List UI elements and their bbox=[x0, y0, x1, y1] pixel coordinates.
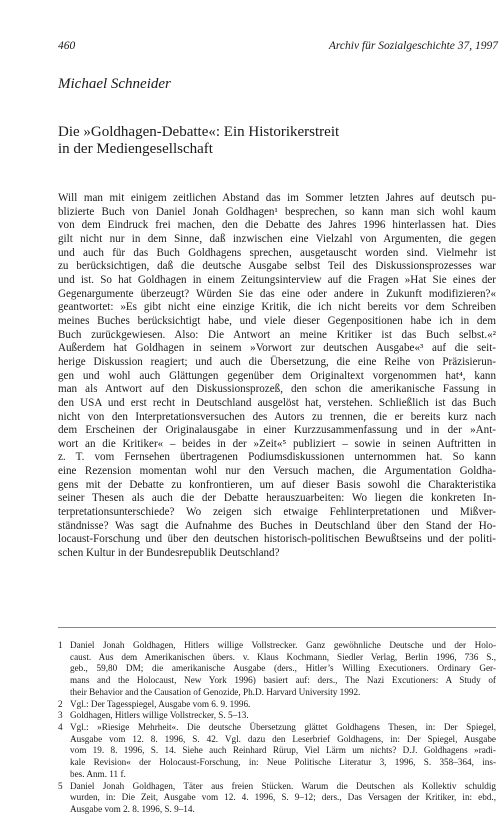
footnote-number: 2 bbox=[58, 698, 63, 709]
body-line: und ist. So hat Goldhagen in einem Zeitungsinterview auf die Fragen »Hat Sie eines der bbox=[58, 273, 496, 286]
footnote-line bbox=[58, 745, 496, 757]
footnote-line bbox=[58, 734, 496, 746]
footnote-text: mans and the Holocaust, New York 1996) basiert auf: ders., The Nazi Excutioners: A Study of bbox=[70, 675, 496, 686]
footnote-text: Daniel Jonah Goldhagen, Täter aus freien Stücken. Warum die Deutschen als Kollektiv schuldig bbox=[70, 780, 496, 791]
body-line: dem Erscheinen der Originalausgabe in einer Kurzzusammenfassung und in der »Ant- bbox=[58, 424, 496, 437]
footnote-line bbox=[58, 687, 496, 699]
footnote-text: vom 19. 8. 1996, S. 14. Siehe auch Reinhard Rürup, Viel Lärm um nichts? D.J. Goldhagens »radi- bbox=[70, 745, 496, 756]
footnote-number: 4 bbox=[58, 722, 63, 733]
footnote-text: Ausgabe vom 12. 8. 1996, S. 42. Vgl. dazu den Leserbrief Goldhagens, in: Der Spiegel, Ausgabe bbox=[70, 733, 496, 744]
article-title bbox=[58, 124, 478, 158]
body-line: schen Kultur in der Bundesrepublik Deutschland? bbox=[58, 547, 280, 560]
footnote-number: 3 bbox=[58, 710, 63, 721]
body-line: zu berücksichtigen, daß die deutsche Ausgabe selbst Teil des Diskussionsprozesses war bbox=[58, 260, 496, 273]
body-line: eine Rezension momentan wohl nur den Versuch machen, die Argumentation Goldha- bbox=[58, 465, 496, 478]
body-line: wort an die Kritiker« – beides in der »Zeit«⁵ publiziert – sowie in seinen Auftritten in bbox=[58, 437, 496, 450]
footnote-text: wurden, in: Die Zeit, Ausgabe vom 12. 4. 1996, S. 9–12; ders., Das Versagen der Kritiker, in: ebd., bbox=[70, 792, 496, 803]
footnote-line bbox=[58, 675, 496, 687]
body-line: Buch zurückgewiesen. Also: Die Antwort an meine Kritiker ist das Buch selbst.«² bbox=[58, 328, 496, 341]
page-number: 460 bbox=[58, 40, 76, 52]
footnote-text: bes. Anm. 11 f. bbox=[70, 768, 126, 779]
footnote-line bbox=[58, 757, 496, 769]
journal-title: Archiv für Sozialgeschichte 37, 1997 bbox=[328, 40, 498, 52]
footnote-line bbox=[58, 781, 496, 793]
footnote-line bbox=[58, 804, 496, 816]
body-line: gilt nicht nur in dem Sinne, daß inzwischen eine Vielzahl von Argumenten, die gegen bbox=[58, 232, 496, 245]
body-line: von dem Eindruck frei machen, den die Debatte des Jahres 1996 hinterlassen hat. Dies bbox=[58, 219, 496, 232]
body-line: terpretationsunterschiede? Wo zeigen sich etwaige Fehlinterpretationen und Mißver- bbox=[58, 506, 496, 519]
footnotes bbox=[58, 640, 496, 816]
footnote-text: Ausgabe vom 2. 8. 1996, S. 9–14. bbox=[70, 804, 195, 815]
body-line: meines Buches berücksichtigt habe, und viele dieser Gegenpositionen habe ich in dem bbox=[58, 314, 496, 327]
body-line: ständnisse? Was sagt die Aufnahme des Buches in Deutschland über den Stand der Ho- bbox=[58, 519, 496, 532]
footnote-rule bbox=[58, 627, 496, 628]
body-text bbox=[58, 192, 496, 561]
footnote-text: caust. Aus dem Amerikanischen übers. v. Klaus Kochmann, Siedler Verlag, Berlin 1996, 736 S., bbox=[70, 651, 496, 662]
footnote-line bbox=[58, 792, 496, 804]
title-line: in der Mediengesellschaft bbox=[58, 141, 213, 157]
body-line: gens mit der Debatte zu konfrontieren, um auf dieser Basis sowohl die Charakteristika bbox=[58, 478, 496, 491]
body-line: locaust-Forschung und über den deutschen historisch-politischen Bewußtseins und der politi- bbox=[58, 533, 496, 546]
body-line: geantwortet: »Es gibt nicht eine einzige Kritik, die ich nicht bereits vor dem Schreiben bbox=[58, 301, 496, 314]
article-author: Michael Schneider bbox=[58, 76, 171, 92]
footnote-text: Vgl.: Der Tagesspiegel, Ausgabe vom 6. 9. 1996. bbox=[70, 698, 251, 709]
body-line: herige Diskussion reagiert; und auch die Übersetzung, die eine Reihe von Präzisierun- bbox=[58, 355, 496, 368]
footnote-line bbox=[58, 699, 496, 711]
footnote-line bbox=[58, 640, 496, 652]
body-line: gen und wohl auch Glättungen gegenüber dem Originaltext vorgenommen hat⁴, kann bbox=[58, 369, 496, 382]
body-line: z. T. vom Fernsehen übertragenen Podiumsdiskussionen unternommen hat. So kann bbox=[58, 451, 496, 464]
footnote-number: 5 bbox=[58, 780, 63, 791]
footnote-line bbox=[58, 663, 496, 675]
footnote-line bbox=[58, 710, 496, 722]
footnote-text: geb., 59,80 DM; die amerikanische Ausgabe (ders., Hitler’s Willing Executioners. Ordinary Ger- bbox=[70, 663, 496, 674]
body-line: blizierte Buch von Daniel Jonah Goldhagen¹ besprechen, so kann man sich wohl kaum bbox=[58, 205, 496, 218]
footnote-number: 1 bbox=[58, 640, 63, 650]
body-line: nicht von den Interpretationsversuchen des Autors zu trennen, die er bereits kurz nach bbox=[58, 410, 496, 423]
body-line: Außerdem hat Goldhagen in seinem »Vorwort zur deutschen Ausgabe«³ auf die seit- bbox=[58, 342, 496, 355]
body-line: und auch für das Buch Goldhagens sprechen, ausgetauscht worden sind. Vielmehr ist bbox=[58, 246, 496, 259]
footnote-text: Daniel Jonah Goldhagen, Hitlers willige Vollstrecker. Ganz gewöhnliche Deutsche und der Holo- bbox=[70, 640, 496, 650]
footnote-line bbox=[58, 652, 496, 664]
body-line: Will man mit einigem zeitlichen Abstand das im Sommer letzten Jahres auf deutsch pu- bbox=[58, 192, 496, 204]
footnote-text: Goldhagen, Hitlers willige Vollstrecker, S. 5–13. bbox=[70, 710, 249, 721]
body-line: Gegenargumente überzeugt? Würden Sie das eine oder andere in Zukunft modifizieren?« bbox=[58, 287, 496, 300]
footnote-line bbox=[58, 722, 496, 734]
title-line: Die »Goldhagen-Debatte«: Ein Historikerstreit bbox=[58, 124, 340, 140]
footnote-text: kale Revision« der Holocaust-Forschung, in: Neue Politische Literatur 3, 1996, S. 358–364, ins- bbox=[70, 757, 496, 768]
body-line: seiner Thesen als auch die der Debatte herauszuarbeiten: Wo liegen die konkreten In- bbox=[58, 492, 496, 505]
footnote-text: their Behavior and the Causation of Genozide, Ph.D. Harvard University 1992. bbox=[70, 686, 361, 697]
body-line: den USA und erst recht in Deutschland ausgelöst hat, verstehen. Schließlich ist das Buch bbox=[58, 396, 496, 409]
footnote-line bbox=[58, 769, 496, 781]
body-line: man als Antwort auf den Diskussionsprozeß, den schon die amerikanische Fassung in bbox=[58, 383, 496, 396]
footnote-text: Vgl.: »Riesige Mehrheit«. Die deutsche Übersetzung glättet Goldhagens Thesen, in: Der Spiegel, bbox=[70, 722, 496, 733]
